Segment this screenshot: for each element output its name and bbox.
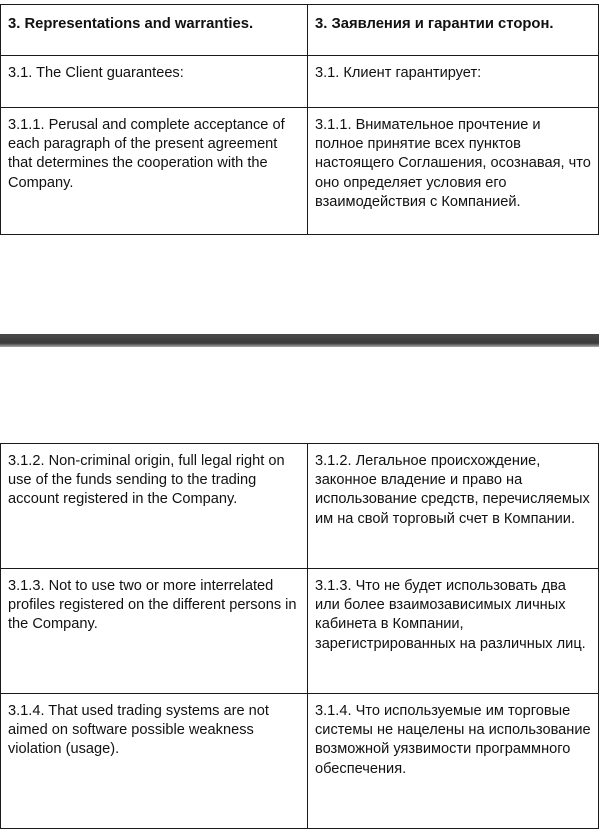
clause-3-1-1-en: 3.1.1. Perusal and complete acceptance of each paragraph of the present agreement that determines the cooperation with the Company.	[1, 108, 308, 235]
table-row	[1, 569, 599, 694]
clause-3-1-3-ru: 3.1.3. Что не будет использовать два или более взаимозависимых личных кабинета в Компании, зарегистрированных на различных лиц.	[308, 569, 599, 694]
table-row	[1, 56, 599, 108]
header-en: 3. Representations and warranties.	[1, 5, 308, 56]
clauses-table-bottom	[0, 443, 599, 829]
table-row	[1, 694, 599, 829]
clause-3-1-2-ru: 3.1.2. Легальное происхождение, законное владение и право на использование средств, перечисляемых им на свой торговый счет в Компании.	[308, 444, 599, 569]
clause-3-1-ru: 3.1. Клиент гарантирует:	[308, 56, 599, 108]
table-row	[1, 444, 599, 569]
clause-3-1-2-en: 3.1.2. Non-criminal origin, full legal right on use of the funds sending to the trading account registered in the Company.	[1, 444, 308, 569]
clauses-table-top	[0, 4, 599, 235]
clause-3-1-4-ru: 3.1.4. Что используемые им торговые системы не нацелены на использование возможной уязвимости программного обеспечения.	[308, 694, 599, 829]
table-row	[1, 108, 599, 235]
clause-3-1-4-en: 3.1.4. That used trading systems are not aimed on software possible weakness violation (usage).	[1, 694, 308, 829]
clause-3-1-3-en: 3.1.3. Not to use two or more interrelated profiles registered on the different persons in the Company.	[1, 569, 308, 694]
clause-3-1-1-ru: 3.1.1. Внимательное прочтение и полное принятие всех пунктов настоящего Соглашения, осознавая, что оно определяет условия его взаимодействия с Компанией.	[308, 108, 599, 235]
clause-3-1-en: 3.1. The Client guarantees:	[1, 56, 308, 108]
table-header-row	[1, 5, 599, 56]
header-ru: 3. Заявления и гарантии сторон.	[308, 5, 599, 56]
page-break-divider	[0, 334, 599, 347]
